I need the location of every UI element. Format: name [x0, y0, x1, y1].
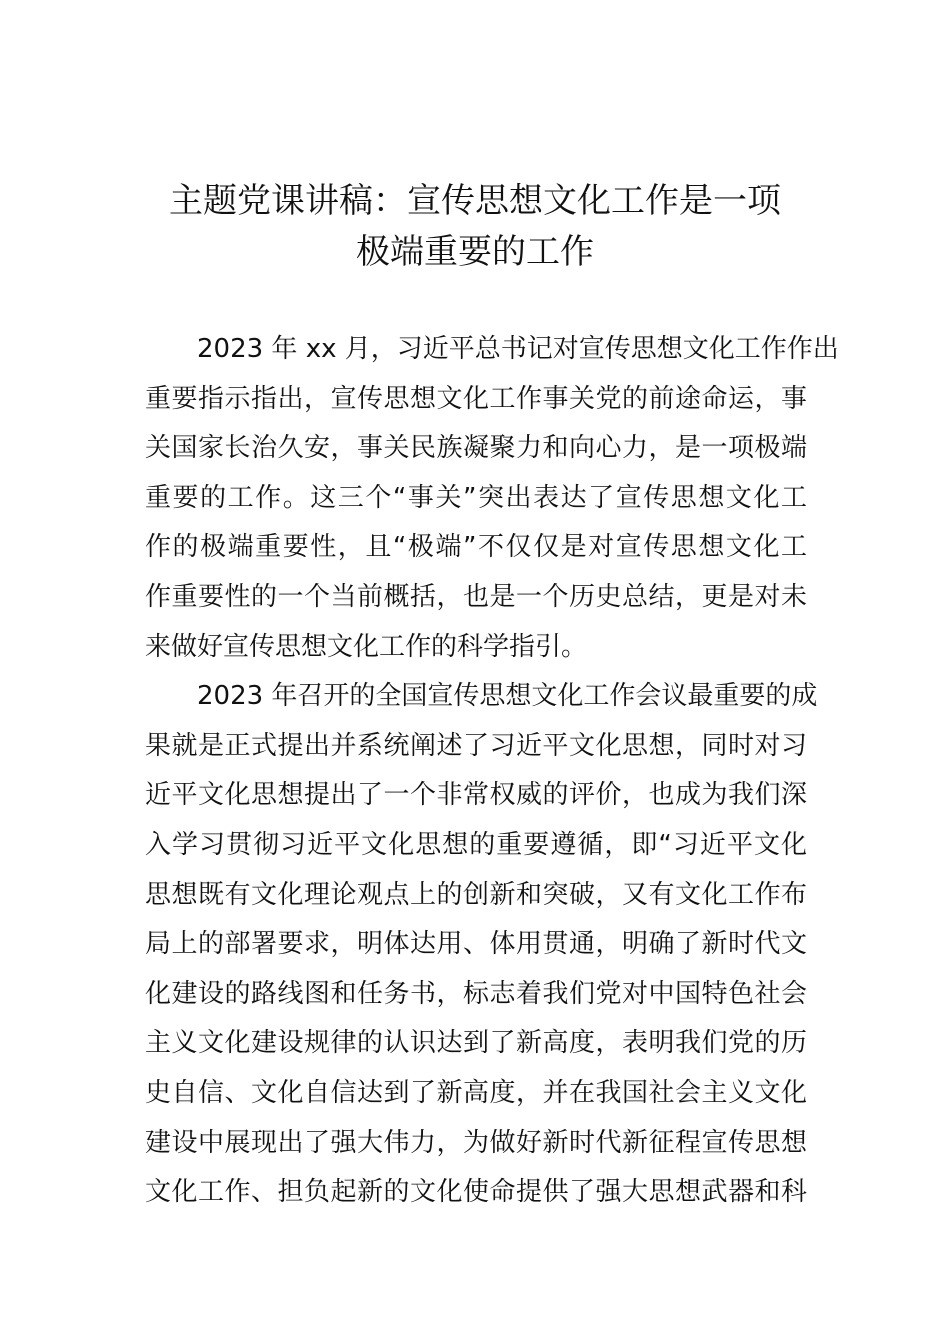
paragraph-line: 关国家长治久安，事关民族凝聚力和向心力，是一项极端: [145, 433, 807, 464]
paragraph-line: 果就是正式提出并系统阐述了习近平文化思想，同时对习: [145, 730, 807, 761]
paragraph-line: 局上的部署要求，明体达用、体用贯通，明确了新时代文: [145, 929, 807, 960]
title-line: 主题党课讲稿：宣传思想文化工作是一项: [169, 181, 781, 221]
paragraph-line: 文化工作、担负起新的文化使命提供了强大思想武器和科: [145, 1177, 807, 1208]
paragraph-line: 2023 年 xx 月，习近平总书记对宣传思想文化工作作出: [197, 334, 839, 364]
paragraph-line: 主义文化建设规律的认识达到了新高度，表明我们党的历: [145, 1028, 807, 1059]
paragraph: [145, 325, 839, 672]
paragraph-line: 思想既有文化理论观点上的创新和突破，又有文化工作布: [145, 879, 807, 910]
document-title: [145, 176, 805, 278]
paragraph-line: 来做好宣传思想文化工作的科学指引。: [145, 631, 588, 662]
document-body: [145, 325, 839, 1218]
paragraph-line: 建设中展现出了强大伟力，为做好新时代新征程宣传思想: [145, 1127, 807, 1158]
paragraph-line: 作的极端重要性，且“极端”不仅仅是对宣传思想文化工: [145, 532, 807, 563]
paragraph-line: 2023 年召开的全国宣传思想文化工作会议最重要的成: [197, 681, 818, 712]
paragraph-line: 入学习贯彻习近平文化思想的重要遵循，即“习近平文化: [145, 829, 807, 860]
paragraph-line: 重要的工作。这三个“事关”突出表达了宣传思想文化工: [145, 482, 807, 513]
paragraph-line: 史自信、文化自信达到了新高度，并在我国社会主义文化: [145, 1077, 807, 1108]
paragraph: [145, 672, 818, 1218]
paragraph-line: 化建设的路线图和任务书，标志着我们党对中国特色社会: [145, 978, 807, 1009]
paragraph-line: 重要指示指出，宣传思想文化工作事关党的前途命运，事: [145, 383, 807, 414]
title-line: 极端重要的工作: [356, 232, 594, 272]
paragraph-line: 近平文化思想提出了一个非常权威的评价，也成为我们深: [145, 780, 807, 811]
paragraph-line: 作重要性的一个当前概括，也是一个历史总结，更是对未: [145, 581, 807, 612]
